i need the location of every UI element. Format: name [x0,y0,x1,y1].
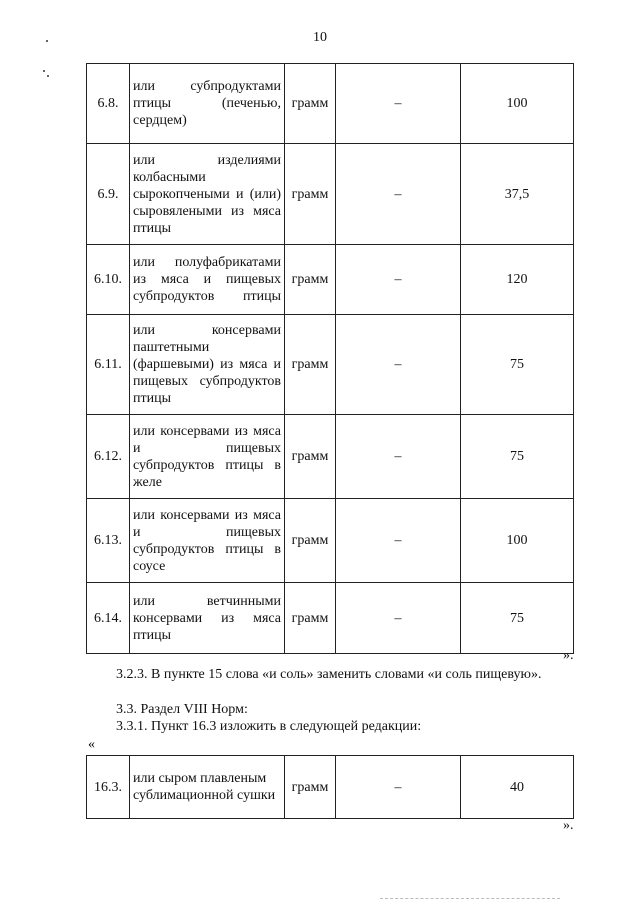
item-number: 6.11. [87,315,130,415]
table-row [87,499,574,583]
table-row [87,245,574,315]
item-value: 37,5 [461,144,574,245]
item-dash: – [336,499,461,583]
item-dash: – [336,144,461,245]
table-row [87,315,574,415]
table-row [87,756,574,819]
item-dash: – [336,315,461,415]
item-name: или консервами из мяса и пищевых субпродуктов птицы в соусе [130,499,285,583]
item-unit: грамм [285,756,336,819]
item-unit: грамм [285,415,336,499]
item-value: 100 [461,64,574,144]
item-number: 6.13. [87,499,130,583]
norms-table [86,63,574,654]
item-unit: грамм [285,499,336,583]
page-number: 10 [313,30,327,45]
table-row [87,144,574,245]
item-value: 120 [461,245,574,315]
item-name: или консервами из мяса и пищевых субпродуктов птицы в желе [130,415,285,499]
scan-speck [43,70,45,72]
item-value: 75 [461,583,574,654]
norms-table-replacement [86,755,574,819]
item-name: или консервами паштетными (фаршевыми) из мяса и пищевых субпродуктов птицы [130,315,285,415]
item-name: или полуфабрикатами из мяса и пищевых субпродуктов птицы [130,245,285,315]
item-number: 16.3. [87,756,130,819]
item-value: 75 [461,315,574,415]
item-unit: грамм [285,245,336,315]
item-value: 40 [461,756,574,819]
item-name: или ветчинными консервами из мяса птицы [130,583,285,654]
paragraph-3-2-3: 3.2.3. В пункте 15 слова «и соль» заменить словами «и соль пищевую». [116,667,542,682]
item-dash: – [336,415,461,499]
closing-quote: ». [563,818,574,833]
paragraph-3-3: 3.3. Раздел VIII Норм: [116,702,248,717]
item-value: 75 [461,415,574,499]
item-dash: – [336,583,461,654]
item-value: 100 [461,499,574,583]
item-number: 6.9. [87,144,130,245]
closing-quote: ». [563,648,574,663]
item-name: или сыром плавленым сублимационной сушки [130,756,285,819]
item-unit: грамм [285,583,336,654]
table-row [87,64,574,144]
scan-speck [46,40,48,42]
scan-edge-line [380,898,560,899]
item-number: 6.14. [87,583,130,654]
item-dash: – [336,245,461,315]
table-row [87,415,574,499]
paragraph-3-3-1: 3.3.1. Пункт 16.3 изложить в следующей редакции: [116,719,422,734]
item-name: или изделиями колбасными сырокопчеными и (или) сыровялеными из мяса птицы [130,144,285,245]
item-unit: грамм [285,144,336,245]
item-number: 6.10. [87,245,130,315]
item-number: 6.8. [87,64,130,144]
opening-quote: « [88,737,95,752]
item-unit: грамм [285,315,336,415]
item-dash: – [336,64,461,144]
item-name: или субпродуктами птицы (печенью, сердцем) [130,64,285,144]
scan-speck [47,75,49,77]
item-number: 6.12. [87,415,130,499]
table-row [87,583,574,654]
item-unit: грамм [285,64,336,144]
item-dash: – [336,756,461,819]
